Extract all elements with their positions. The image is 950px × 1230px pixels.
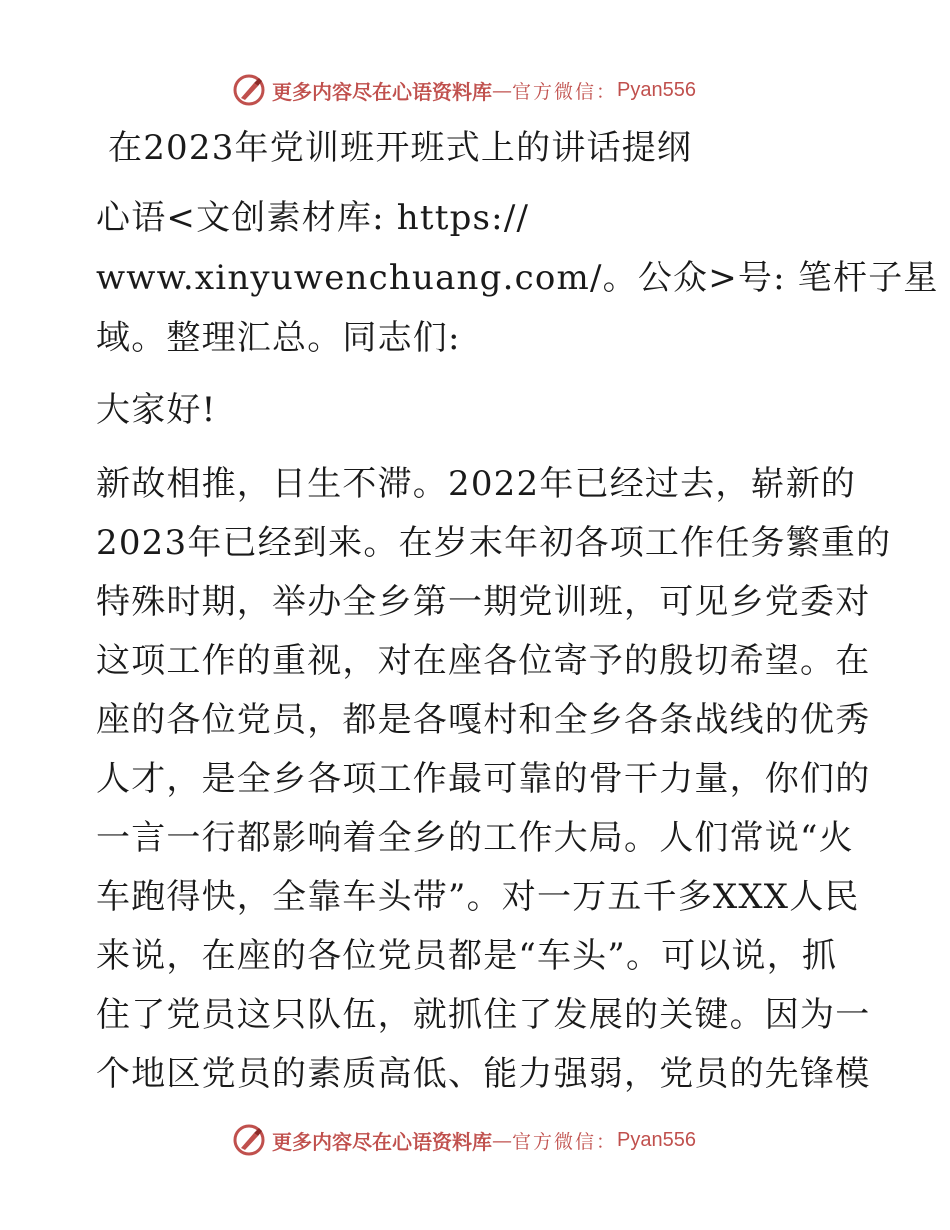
body-line: 这项工作的重视，对在座各位寄予的殷切希望。在 xyxy=(96,641,871,681)
body-line: www.xinyuwenchuang.com/。公众>号: 笔杆子星 xyxy=(96,258,939,298)
document-title: 在2023年党训班开班式上的讲话提纲 xyxy=(108,128,693,168)
body-line: 来说，在座的各位党员都是“车头”。可以说，抓 xyxy=(96,936,838,976)
watermark-main-text: 更多内容尽在心语资料库 xyxy=(272,79,492,104)
watermark-separator: — xyxy=(492,78,512,102)
body-line: 住了党员这只队伍，就抓住了发展的关键。因为一 xyxy=(96,995,871,1035)
header-watermark xyxy=(232,70,696,110)
body-line: 2023年已经到来。在岁末年初各项工作任务繁重的 xyxy=(96,523,892,563)
body-line: 座的各位党员，都是各嘎村和全乡各条战线的优秀 xyxy=(96,700,871,740)
body-line: 特殊时期，举办全乡第一期党训班，可见乡党委对 xyxy=(96,582,871,622)
watermark-sub-text: 官方微信： xyxy=(512,80,618,103)
body-line: 心语<文创素材库: https:// xyxy=(96,198,530,238)
watermark-sub-text: 官方微信： xyxy=(512,1130,618,1153)
pen-logo-icon xyxy=(232,1123,266,1157)
body-line: 域。整理汇总。同志们: xyxy=(96,318,461,358)
pen-logo-icon xyxy=(232,73,266,107)
footer-watermark xyxy=(232,1120,696,1160)
watermark-main-text: 更多内容尽在心语资料库 xyxy=(272,1129,492,1154)
body-line: 人才，是全乡各项工作最可靠的骨干力量，你们的 xyxy=(96,759,871,799)
watermark-wechat-id: Pyan556 xyxy=(617,1128,696,1151)
body-line: 大家好! xyxy=(96,390,217,430)
body-line: 车跑得快，全靠车头带”。对一万五千多XXX人民 xyxy=(96,877,860,917)
watermark-wechat-id: Pyan556 xyxy=(617,78,696,101)
body-line: 一言一行都影响着全乡的工作大局。人们常说“火 xyxy=(96,818,854,858)
body-line: 新故相推，日生不滞。2022年已经过去，崭新的 xyxy=(96,464,857,504)
body-line: 个地区党员的素质高低、能力强弱，党员的先锋模 xyxy=(96,1054,871,1094)
watermark-separator: — xyxy=(492,1128,512,1152)
